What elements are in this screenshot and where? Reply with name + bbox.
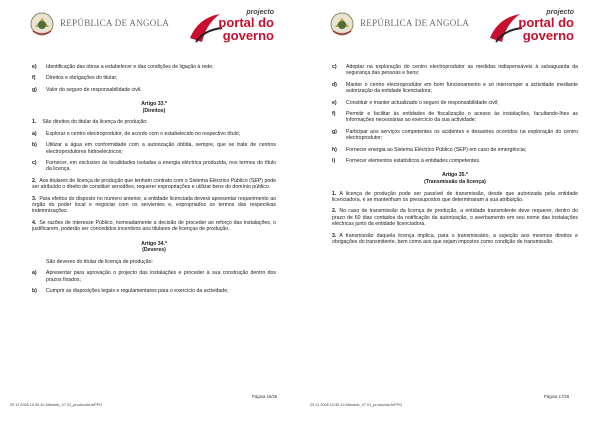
paragraph: São deveres do titular de licença de produção: [46, 258, 153, 265]
list-item: g) Valor do seguro de responsabilidade civil. [32, 86, 142, 93]
page-header [28, 8, 276, 48]
paragraph: 3. Para efeitos do disposto no número anterior, a entidade licenciada deverá apresentar requerimento ao órgão do poder local e negociar com os servientes e, expropriados os termos das respectivas indemnizações. [32, 195, 276, 215]
list-item: g) Participar aos serviços competentes os acidentes e desastres ocorridos na exploração do centro electroprodutor; [332, 128, 578, 142]
list-item: a) Explorar o centro electroprodutor, de acordo com o estabelecido no respectivo título; [32, 130, 241, 137]
logo-line-2: portal do [218, 15, 274, 30]
page-number: Página 17/26 [544, 394, 570, 399]
page-header [328, 8, 576, 48]
list-item: a) Apresentar para aprovação o projecto das instalações e proceder à sua construção dentro dos prazos fixados; [32, 270, 276, 283]
paragraph: 3. A transmissão daquela licença implica, para o transmissário, a sujeição aos mesmos direitos e obrigações do transmitente, bem como aos que sejam impostos como condição de transmissão. [332, 232, 578, 246]
angola-emblem-icon [328, 11, 356, 37]
list-item: i) Fornecer elementos estatísticos à entidades competentes. [332, 158, 481, 165]
article-title: Artigo 34.º [141, 240, 167, 247]
list-item: d) Manter o centro electroprodutor em bom funcionamento e só interromper a actividade mediante autorização da entidade licenciadora; [332, 81, 578, 95]
article-heading [32, 101, 276, 114]
list-item: f) Permitir e facilitar às entidades de fiscalização o acesso às instalações, facultando-lhes as informações necessárias ao exercício da sua actividade; [332, 111, 578, 124]
paragraph: 2. No caso de transmissão da licença de produção, a entidade transmitente deve requerer, dentro do prazo de 60 dias contados da notificação da autorização, o averbamento em seu nome das instalações eléctricas junto da entidade licenciadora. [332, 208, 578, 228]
article-subtitle: (Transmissão da licença) [424, 179, 486, 186]
article-subtitle: (Direitos) [142, 107, 166, 114]
article-title: Artigo 35.º [442, 172, 468, 179]
paragraph: 1. São direitos do titular da licença de produção: [32, 119, 148, 126]
page-body [32, 64, 276, 300]
page-footer: 29 11 2006 10:35 42 Alterado_47 01_produzido:fnPPG [310, 403, 403, 407]
list-item: c) Fornecer, em exclusivo às localidades isoladas a energia eléctrica produzida, nos termos do título da licença. [32, 160, 276, 173]
angola-emblem-icon [28, 11, 56, 37]
list-item: c) Adoptar na exploração do centro electroprodutor as medidas indispensáveis à salvaguarda da segurança das pessoas e bens; [332, 64, 578, 77]
article-heading [32, 241, 276, 254]
republic-title: REPÚBLICA DE ANGOLA [60, 18, 170, 28]
page-body [332, 64, 578, 251]
logo-line-3: governo [222, 28, 274, 43]
list-item: b) Utilizar a água em conformidade com a autorização obtida, sempre, que se trate de centros electroprodutores hidroeléctricos; [32, 142, 276, 155]
paragraph: 1. A licença de produção pode ser passível de transmissão, desde que autorizada pela entidade licenciadora, e se mantenham os pressupostos que determinaram a sua atribuição. [332, 190, 578, 204]
logo-line-2: portal do [518, 15, 574, 30]
logo-line-3: governo [522, 28, 574, 43]
list-item: e) Constituir e manter actualizado o seguro de responsabilidade civil; [332, 99, 499, 106]
paragraph: 4. Se razões de interesse Público, nomeadamente a decisão de proceder ao reforço das instalações, o justificarem, poderão ser concedidos incentivos aos titulares de licenças de produção. [32, 219, 276, 233]
article-title: Artigo 33.º [141, 101, 167, 108]
page-number: Página 16/26 [252, 394, 278, 399]
list-item: f) Direitos e obrigações do titular; [32, 75, 118, 82]
list-item: e) Identificação das obras a estabelecer e das condições de ligação à rede; [32, 64, 214, 70]
logo-line-1: projecto [546, 9, 574, 16]
portal-governo-logo [186, 8, 276, 48]
document-page-right [300, 0, 600, 424]
article-heading [332, 172, 578, 185]
page-footer: 29 11 2006 10:35 42 Alterado_47 01_produzido:fnPPG [10, 403, 103, 407]
republic-title: REPÚBLICA DE ANGOLA [360, 18, 470, 28]
list-item: h) Fornecer energia ao Sistema Eléctrico Público (SEP) em caso de emergência; [332, 146, 527, 153]
article-subtitle: (Deveres) [142, 247, 166, 254]
list-item: b) Cumprir as disposições legais e regulamentares para o exercício da actividade; [32, 288, 229, 295]
logo-line-1: projecto [246, 9, 274, 16]
portal-governo-logo [486, 8, 576, 48]
paragraph: 2. Aos titulares de licença de produção que tenham contrato com o Sistema Eléctrico Público (SEP) pode ser atribuído o direito de constituir servidões, requerer expropriações e utilizar bens do domínio público. [32, 177, 276, 191]
